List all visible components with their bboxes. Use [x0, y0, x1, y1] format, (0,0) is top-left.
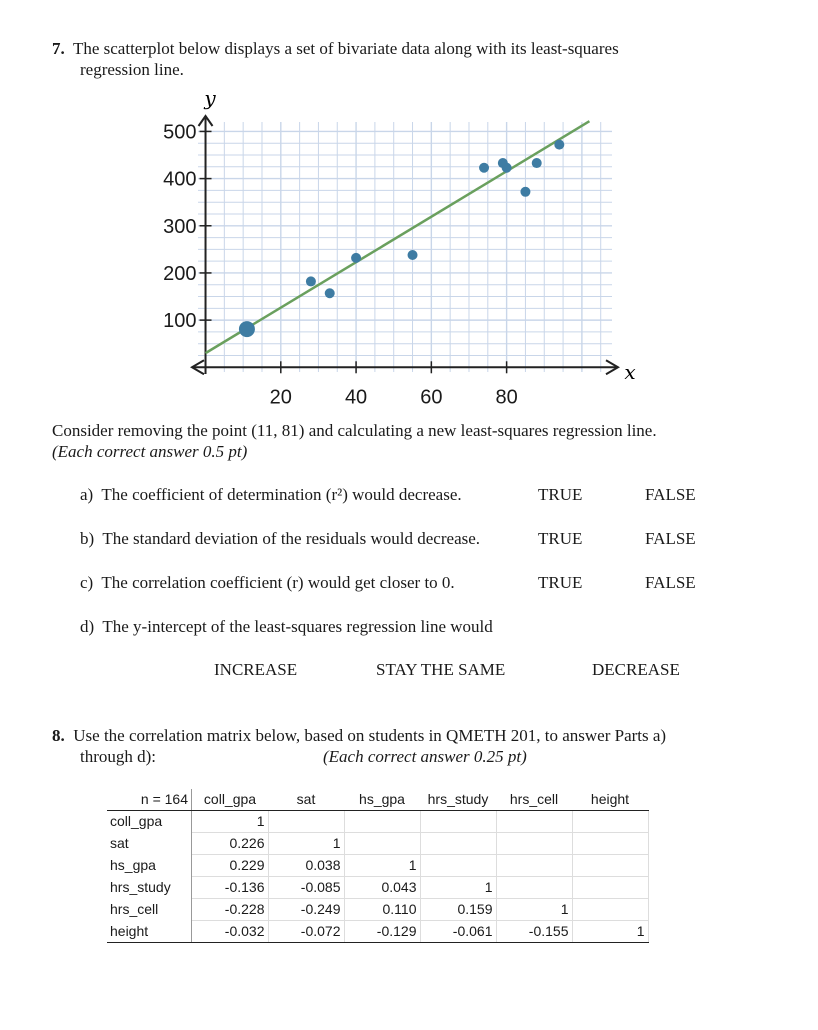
table-row: [107, 899, 648, 921]
plot-grid: [198, 122, 612, 372]
plot-ticks: [163, 121, 518, 408]
table-cell: [420, 855, 496, 877]
q7-item-c-label: c): [80, 573, 94, 592]
column-header: coll_gpa: [192, 789, 269, 811]
q7-intro-line1: The scatterplot below displays a set of bivariate data along with its least-squares: [72, 39, 619, 58]
column-header: hs_gpa: [344, 789, 420, 811]
data-point: [479, 163, 489, 173]
q7-item-a-false[interactable]: FALSE: [645, 485, 696, 504]
table-cell: 0.159: [420, 899, 496, 921]
q8-number: 8.: [52, 726, 65, 745]
data-point: [306, 276, 316, 286]
row-header: hs_gpa: [107, 855, 192, 877]
x-tick-label: 40: [344, 386, 368, 409]
q7-item-c: [80, 573, 455, 593]
table-cell: [496, 855, 572, 877]
y-tick-label: 500: [163, 121, 197, 144]
table-row: [107, 811, 648, 833]
data-point: [554, 140, 564, 150]
data-point: [502, 163, 512, 173]
table-cell: [572, 899, 648, 921]
row-header: height: [107, 921, 192, 943]
choice-increase[interactable]: INCREASE: [214, 660, 298, 679]
table-cell: [572, 877, 648, 899]
q7-item-b: [80, 529, 480, 549]
q7-item-b-true[interactable]: TRUE: [538, 529, 583, 548]
table-cell: [344, 811, 420, 833]
data-point: [351, 253, 361, 263]
table-cell: [572, 855, 648, 877]
y-tick-label: 400: [163, 168, 197, 191]
q7-item-a-true[interactable]: TRUE: [538, 485, 583, 504]
table-cell: -0.072: [268, 921, 344, 943]
choice-stay-the-same[interactable]: STAY THE SAME: [376, 660, 506, 679]
q7-item-d: [80, 617, 493, 637]
q7-intro-line2: regression line.: [80, 60, 184, 79]
table-header-row: [107, 789, 648, 811]
table-row: [107, 833, 648, 855]
table-cell: [572, 811, 648, 833]
x-tick-label: 20: [269, 386, 292, 409]
q7-points-note: (Each correct answer 0.5 pt): [52, 442, 248, 461]
y-axis-label: y: [204, 86, 216, 110]
x-tick-label: 80: [495, 386, 518, 409]
scatterplot: [0, 0, 818, 420]
table-cell: [496, 877, 572, 899]
q7-item-b-text: The standard deviation of the residuals would decrease.: [102, 529, 481, 548]
q7-item-a-text: The coefficient of determination (r²) would decrease.: [101, 485, 462, 504]
column-header: hrs_cell: [496, 789, 572, 811]
table-row: [107, 877, 648, 899]
q7-consider-text: Consider removing the point (11, 81) and calculating a new least-squares regression line.: [52, 421, 657, 440]
column-header: height: [572, 789, 648, 811]
table-cell: 0.226: [192, 833, 269, 855]
table-cell: [496, 833, 572, 855]
table-cell: -0.061: [420, 921, 496, 943]
q7-number: 7.: [52, 39, 65, 58]
table-row: [107, 855, 648, 877]
q8-points-note: (Each correct answer 0.25 pt): [323, 747, 527, 766]
y-tick-label: 200: [163, 262, 197, 285]
x-axis-label: x: [624, 360, 636, 384]
q7-item-a-label: a): [80, 485, 94, 504]
table-cell: 0.229: [192, 855, 269, 877]
table-cell: 1: [344, 855, 420, 877]
table-cell: [420, 811, 496, 833]
q8-intro: [52, 725, 666, 746]
table-cell: [420, 833, 496, 855]
data-point: [325, 288, 335, 298]
table-cell: 1: [572, 921, 648, 943]
table-cell: -0.085: [268, 877, 344, 899]
table-cell: -0.155: [496, 921, 572, 943]
table-cell: -0.249: [268, 899, 344, 921]
q7-item-a: [80, 485, 462, 505]
q8-intro-line1: Use the correlation matrix below, based on students in QMETH 201, to answer Parts a): [73, 726, 667, 745]
row-header: hrs_cell: [107, 899, 192, 921]
q7-item-b-label: b): [80, 529, 95, 548]
x-tick-label: 60: [420, 386, 443, 409]
table-cell: -0.228: [192, 899, 269, 921]
column-header: sat: [268, 789, 344, 811]
y-tick-label: 100: [163, 310, 197, 333]
table-cell: 1: [496, 899, 572, 921]
q7-item-b-false[interactable]: FALSE: [645, 529, 696, 548]
q7-item-c-text: The correlation coefficient (r) would get closer to 0.: [101, 573, 455, 592]
q8-intro-line2: through d):: [80, 747, 157, 766]
table-row: [107, 921, 648, 943]
data-point-highlighted: [239, 321, 255, 337]
q7-item-d-label: d): [80, 617, 95, 636]
y-tick-label: 300: [163, 215, 197, 238]
row-header: sat: [107, 833, 192, 855]
table-cell: -0.032: [192, 921, 269, 943]
table-cell: [344, 833, 420, 855]
table-cell: -0.129: [344, 921, 420, 943]
q7-item-c-false[interactable]: FALSE: [645, 573, 696, 592]
table-cell: 0.043: [344, 877, 420, 899]
table-cell: -0.136: [192, 877, 269, 899]
row-header: hrs_study: [107, 877, 192, 899]
correlation-matrix: [107, 789, 649, 943]
table-cell: [572, 833, 648, 855]
table-cell: 1: [192, 811, 269, 833]
data-point: [532, 158, 542, 168]
data-point: [408, 250, 418, 260]
table-cell: 1: [420, 877, 496, 899]
table-cell: 1: [268, 833, 344, 855]
table-cell: 0.110: [344, 899, 420, 921]
table-cell: 0.038: [268, 855, 344, 877]
choice-decrease[interactable]: DECREASE: [592, 660, 680, 679]
table-cell: [268, 811, 344, 833]
q7-item-d-text: The y-intercept of the least-squares regression line would: [102, 617, 493, 636]
data-point: [520, 187, 530, 197]
row-header: coll_gpa: [107, 811, 192, 833]
table-corner: n = 164: [107, 789, 192, 811]
q7-item-c-true[interactable]: TRUE: [538, 573, 583, 592]
column-header: hrs_study: [420, 789, 496, 811]
plot-points: [239, 140, 564, 337]
table-cell: [496, 811, 572, 833]
